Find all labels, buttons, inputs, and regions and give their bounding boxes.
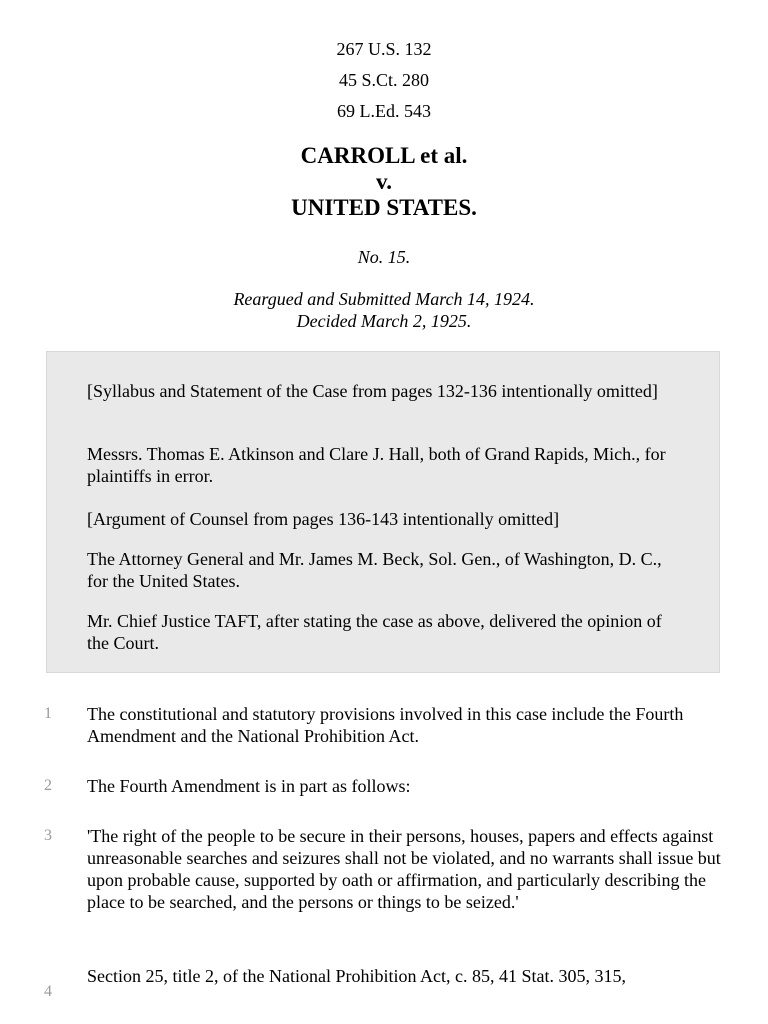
citation-sct: 45 S.Ct. 280 bbox=[338, 70, 430, 90]
counsel-plaintiffs: Messrs. Thomas E. Atkinson and Clare J. Hall, both of Grand Rapids, Mich., for plaintiffs in error. bbox=[87, 444, 666, 486]
case-title bbox=[0, 143, 768, 221]
citations bbox=[0, 34, 768, 127]
citation-led: 69 L.Ed. 543 bbox=[337, 101, 431, 121]
paragraph-text: The Fourth Amendment is in part as follows: bbox=[87, 776, 411, 796]
paragraph-number: 4 bbox=[44, 983, 52, 1000]
case-title-party2: UNITED STATES. bbox=[291, 195, 477, 220]
docket-number: No. 15. bbox=[357, 247, 411, 267]
paragraph-text: Section 25, title 2, of the National Prohibition Act, c. 85, 41 Stat. 305, 315, bbox=[87, 966, 626, 986]
decided-date: Decided March 2, 1925. bbox=[296, 311, 472, 331]
citation-us: 267 U.S. 132 bbox=[336, 39, 432, 59]
syllabus-box bbox=[46, 351, 720, 673]
paragraph-text: 'The right of the people to be secure in their persons, houses, papers and effects against unreasonable searches and seizures shall not be violated, and no warrants shall issue but upon probable cause, supported by oath or affirmation, and particularly describing the place to be searched, and the persons or things to be seized.' bbox=[87, 826, 721, 912]
argument-note: [Argument of Counsel from pages 136-143 intentionally omitted] bbox=[87, 509, 560, 529]
case-title-versus: v. bbox=[376, 169, 392, 194]
syllabus-note: [Syllabus and Statement of the Case from pages 132-136 intentionally omitted] bbox=[87, 381, 658, 401]
paragraph-number: 1 bbox=[44, 705, 52, 722]
case-dates bbox=[0, 288, 768, 332]
counsel-united-states: The Attorney General and Mr. James M. Beck, Sol. Gen., of Washington, D. C., for the United States. bbox=[87, 549, 662, 591]
paragraph-number: 3 bbox=[44, 827, 52, 844]
paragraph-text: The constitutional and statutory provisions involved in this case include the Fourth Amendment and the National Prohibition Act. bbox=[87, 704, 684, 746]
case-title-party1: CARROLL et al. bbox=[300, 143, 468, 168]
paragraph-number: 2 bbox=[44, 777, 52, 794]
opinion-intro: Mr. Chief Justice TAFT, after stating the case as above, delivered the opinion of the Court. bbox=[87, 611, 662, 653]
reargued-date: Reargued and Submitted March 14, 1924. bbox=[233, 289, 535, 309]
